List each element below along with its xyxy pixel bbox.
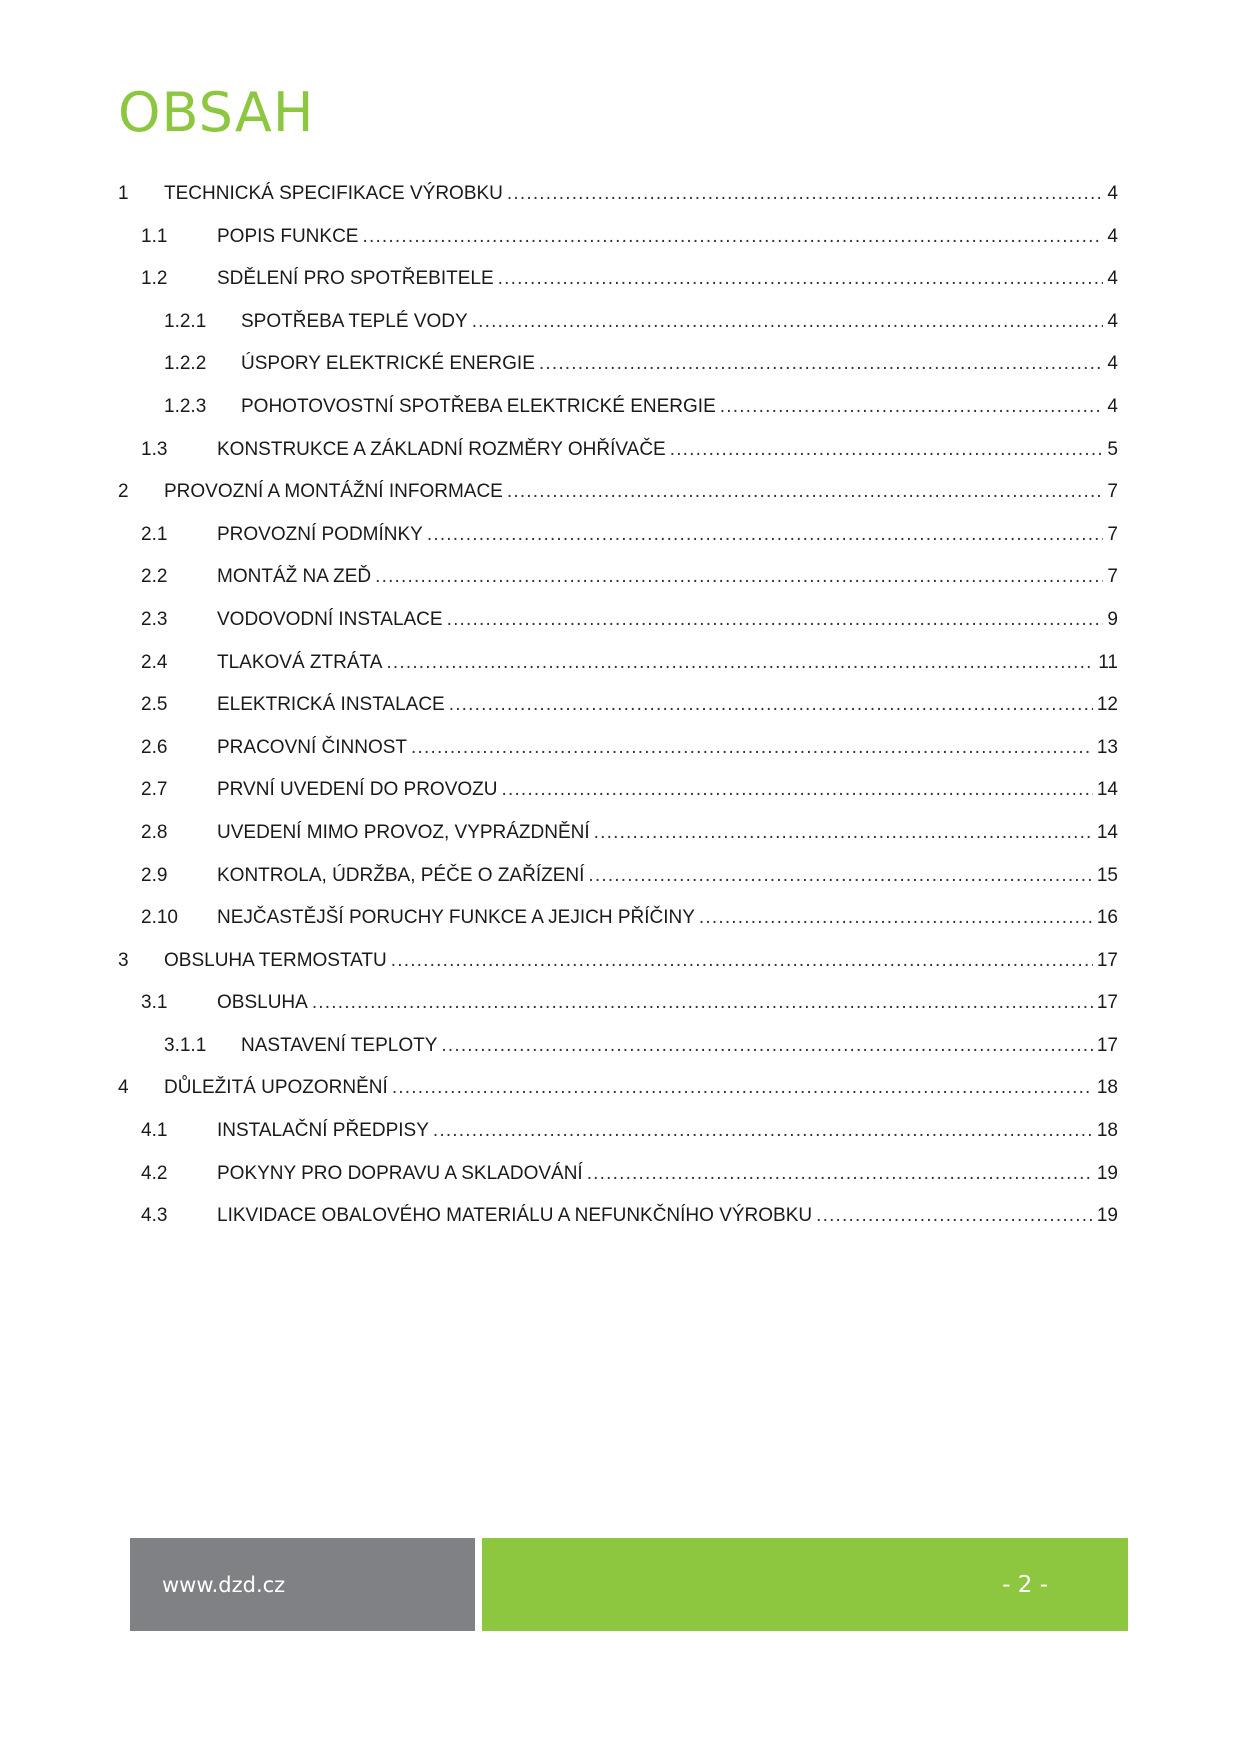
toc-entry-number: 3.1 <box>141 992 168 1014</box>
toc-entry-page: 5 <box>1107 438 1118 460</box>
toc-entry[interactable] <box>118 481 1118 524</box>
toc-entry-number: 1.1 <box>141 225 168 247</box>
toc-entry-number: 1.2.2 <box>164 353 207 375</box>
toc-entry[interactable] <box>118 737 1118 780</box>
toc-entry-page: 19 <box>1096 1205 1118 1227</box>
toc-entry-title: MONTÁŽ NA ZEĎ <box>217 566 372 588</box>
toc-entry[interactable] <box>118 566 1118 609</box>
toc-entry-page: 7 <box>1107 523 1118 545</box>
toc-entry-page: 4 <box>1107 310 1118 332</box>
toc-entry-number: 2.2 <box>141 566 168 588</box>
toc-entry-title: PRACOVNÍ ČINNOST <box>217 736 408 758</box>
toc-entry-number: 1.2.1 <box>164 310 207 332</box>
toc-entry-page: 4 <box>1107 225 1118 247</box>
toc-entry[interactable] <box>118 609 1118 652</box>
toc-entry-number: 2.1 <box>141 523 168 545</box>
footer-website-bar <box>130 1538 475 1631</box>
table-of-contents <box>118 183 1118 1248</box>
toc-entry[interactable] <box>118 1205 1118 1248</box>
toc-dot-leader <box>816 1205 1093 1227</box>
toc-entry-page: 4 <box>1107 268 1118 290</box>
toc-entry-page: 9 <box>1107 608 1118 630</box>
toc-entry-number: 2.6 <box>141 736 168 758</box>
toc-dot-leader <box>433 1120 1093 1142</box>
toc-entry-number: 4.1 <box>141 1120 168 1142</box>
toc-entry[interactable] <box>118 1120 1118 1163</box>
toc-entry-title: ÚSPORY ELEKTRICKÉ ENERGIE <box>241 353 535 375</box>
toc-entry-title: KONSTRUKCE A ZÁKLADNÍ ROZMĚRY OHŘÍVAČE <box>217 438 666 460</box>
toc-entry[interactable] <box>118 396 1118 439</box>
toc-entry-number: 2.10 <box>141 907 178 929</box>
toc-entry-page: 7 <box>1107 481 1118 503</box>
toc-entry[interactable] <box>118 183 1118 226</box>
toc-entry[interactable] <box>118 1163 1118 1206</box>
toc-entry-title: OBSLUHA <box>217 992 308 1014</box>
toc-dot-leader <box>449 694 1093 716</box>
toc-entry-title: POPIS FUNKCE <box>217 225 359 247</box>
toc-dot-leader <box>392 1077 1093 1099</box>
toc-entry-number: 2 <box>118 481 129 503</box>
toc-dot-leader <box>441 1035 1092 1057</box>
toc-entry-title: OBSLUHA TERMOSTATU <box>164 949 387 971</box>
toc-entry[interactable] <box>118 779 1118 822</box>
toc-entry-title: SPOTŘEBA TEPLÉ VODY <box>241 310 468 332</box>
toc-entry-number: 1.3 <box>141 438 168 460</box>
toc-entry-title: POKYNY PRO DOPRAVU A SKLADOVÁNÍ <box>217 1162 583 1184</box>
toc-entry[interactable] <box>118 311 1118 354</box>
toc-entry[interactable] <box>118 950 1118 993</box>
toc-entry[interactable] <box>118 1035 1118 1078</box>
toc-entry-number: 2.8 <box>141 821 168 843</box>
toc-entry-number: 1 <box>118 183 129 204</box>
toc-entry-number: 1.2 <box>141 268 168 290</box>
toc-entry-title: ELEKTRICKÁ INSTALACE <box>217 694 445 716</box>
toc-entry-page: 16 <box>1096 907 1118 929</box>
toc-entry-page: 4 <box>1107 395 1118 417</box>
toc-entry[interactable] <box>118 226 1118 269</box>
page-number: - 2 - <box>1002 1571 1048 1598</box>
toc-entry-page: 14 <box>1096 779 1118 801</box>
page-title: OBSAH <box>118 81 315 144</box>
toc-entry[interactable] <box>118 865 1118 908</box>
toc-entry[interactable] <box>118 652 1118 695</box>
toc-entry-title: LIKVIDACE OBALOVÉHO MATERIÁLU A NEFUNKČNÍHO VÝROBKU <box>217 1205 813 1227</box>
toc-dot-leader <box>670 439 1104 461</box>
footer-page-bar <box>482 1538 1128 1631</box>
toc-entry[interactable] <box>118 353 1118 396</box>
toc-entry-number: 2.7 <box>141 779 168 801</box>
toc-entry-number: 2.5 <box>141 694 168 716</box>
toc-entry[interactable] <box>118 524 1118 567</box>
toc-entry-title: NASTAVENÍ TEPLOTY <box>241 1034 438 1056</box>
toc-entry-page: 18 <box>1096 1120 1118 1142</box>
toc-dot-leader <box>501 779 1092 801</box>
toc-dot-leader <box>472 311 1104 333</box>
toc-entry-title: TECHNICKÁ SPECIFIKACE VÝROBKU <box>164 183 503 204</box>
toc-entry[interactable] <box>118 992 1118 1035</box>
toc-entry-title: VODOVODNÍ INSTALACE <box>217 608 443 630</box>
toc-dot-leader <box>427 524 1104 546</box>
toc-entry-title: PRVNÍ UVEDENÍ DO PROVOZU <box>217 779 498 801</box>
toc-entry-page: 14 <box>1096 821 1118 843</box>
toc-entry-page: 4 <box>1107 353 1118 375</box>
toc-entry-title: SDĚLENÍ PRO SPOTŘEBITELE <box>217 268 494 290</box>
toc-entry-title: PROVOZNÍ PODMÍNKY <box>217 523 423 545</box>
toc-entry-title: UVEDENÍ MIMO PROVOZ, VYPRÁZDNĚNÍ <box>217 821 590 843</box>
toc-dot-leader <box>720 396 1104 418</box>
toc-dot-leader <box>411 737 1093 759</box>
toc-entry-title: TLAKOVÁ ZTRÁTA <box>217 651 383 673</box>
toc-entry-page: 12 <box>1096 694 1118 716</box>
toc-dot-leader <box>507 481 1104 503</box>
toc-dot-leader <box>447 609 1104 631</box>
toc-entry-number: 2.3 <box>141 608 168 630</box>
toc-entry-title: NEJČASTĚJŠÍ PORUCHY FUNKCE A JEJICH PŘÍČINY <box>217 907 695 929</box>
toc-entry-page: 17 <box>1096 949 1118 971</box>
toc-dot-leader <box>391 950 1093 972</box>
toc-dot-leader <box>375 566 1103 588</box>
toc-dot-leader <box>699 907 1093 929</box>
toc-dot-leader <box>587 1163 1093 1185</box>
toc-dot-leader <box>362 226 1103 248</box>
toc-entry-page: 11 <box>1098 651 1118 673</box>
toc-entry-page: 19 <box>1096 1162 1118 1184</box>
toc-entry-page: 4 <box>1107 183 1118 204</box>
toc-entry[interactable] <box>118 822 1118 865</box>
toc-entry-title: DŮLEŽITÁ UPOZORNĚNÍ <box>164 1077 388 1099</box>
toc-entry-number: 2.9 <box>141 864 168 886</box>
toc-dot-leader <box>507 183 1104 205</box>
toc-entry-number: 4.3 <box>141 1205 168 1227</box>
toc-dot-leader <box>594 822 1093 844</box>
toc-entry[interactable] <box>118 268 1118 311</box>
toc-entry-number: 2.4 <box>141 651 168 673</box>
toc-entry-page: 18 <box>1096 1077 1118 1099</box>
footer-url[interactable]: www.dzd.cz <box>162 1572 286 1597</box>
toc-entry-title: POHOTOVOSTNÍ SPOTŘEBA ELEKTRICKÉ ENERGIE <box>241 395 716 417</box>
toc-entry-title: KONTROLA, ÚDRŽBA, PÉČE O ZAŘÍZENÍ <box>217 864 585 886</box>
toc-dot-leader <box>588 865 1092 887</box>
toc-entry-number: 4 <box>118 1077 129 1099</box>
toc-entry-number: 3 <box>118 949 129 971</box>
toc-dot-leader <box>312 992 1093 1014</box>
toc-entry-page: 17 <box>1096 992 1118 1014</box>
toc-entry-title: INSTALAČNÍ PŘEDPISY <box>217 1120 429 1142</box>
toc-dot-leader <box>539 353 1104 375</box>
toc-entry-number: 3.1.1 <box>164 1034 207 1056</box>
toc-entry[interactable] <box>118 1077 1118 1120</box>
toc-entry[interactable] <box>118 439 1118 482</box>
toc-entry-page: 17 <box>1096 1034 1118 1056</box>
toc-entry-number: 1.2.3 <box>164 395 207 417</box>
toc-entry[interactable] <box>118 694 1118 737</box>
toc-dot-leader <box>498 268 1104 290</box>
toc-entry-page: 15 <box>1096 864 1118 886</box>
toc-entry-title: PROVOZNÍ A MONTÁŽNÍ INFORMACE <box>164 481 503 503</box>
toc-dot-leader <box>386 652 1094 674</box>
toc-entry-page: 13 <box>1096 736 1118 758</box>
toc-entry-page: 7 <box>1107 566 1118 588</box>
toc-entry[interactable] <box>118 907 1118 950</box>
toc-entry-number: 4.2 <box>141 1162 168 1184</box>
